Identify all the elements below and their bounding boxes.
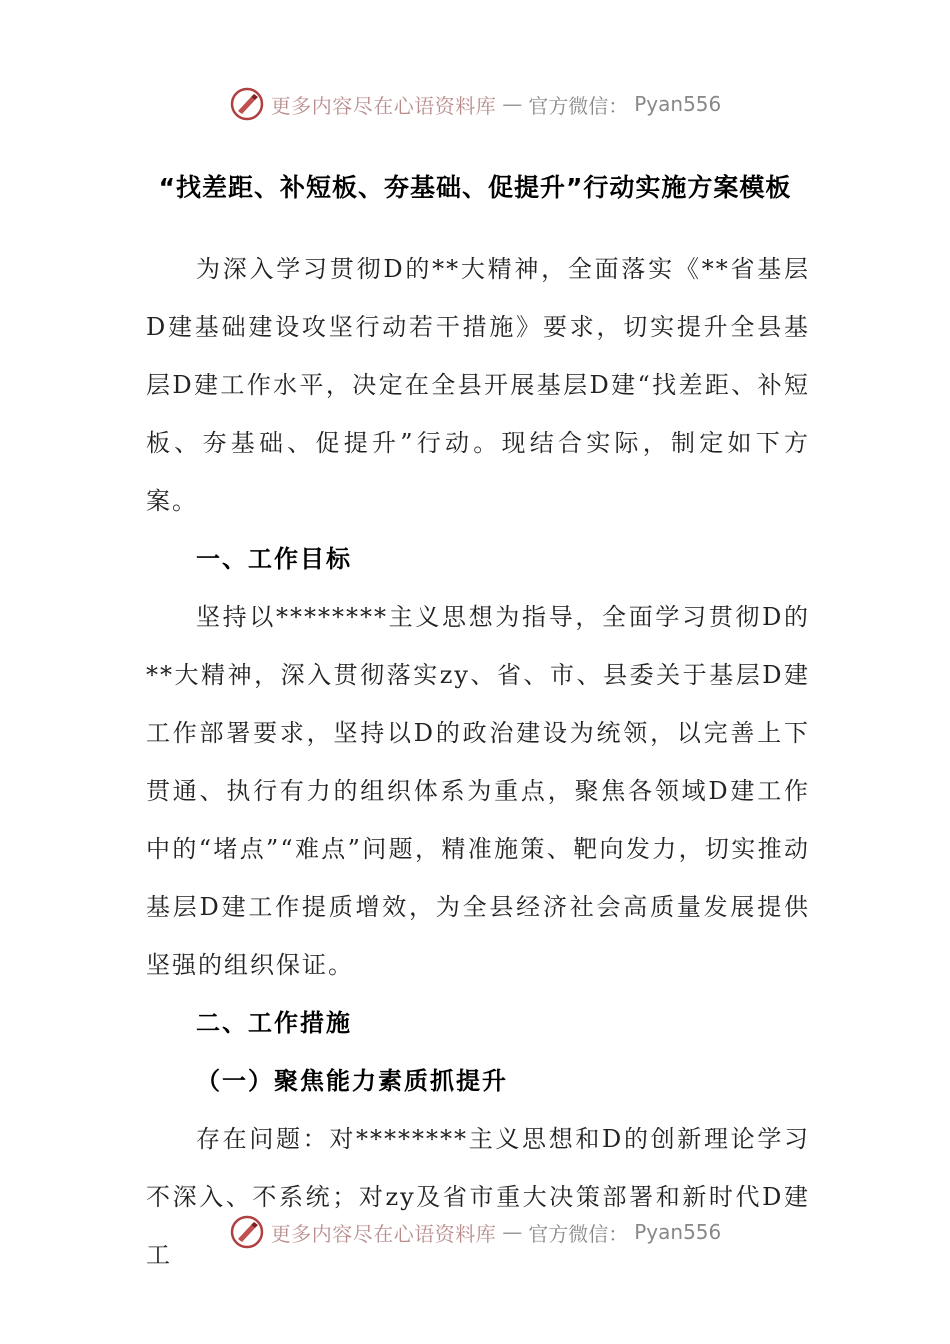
watermark-separator: — [502, 92, 523, 116]
ability-paragraph: 存在问题：对********主义思想和D的创新理论学习不深入、不系统；对zy及省市重大决策部署和新时代D建工 [146, 1125, 810, 1269]
watermark-brand: 更多内容尽在心语资料库 [270, 93, 497, 118]
subsection-heading-ability: （一）聚焦能力素质抓提升 [196, 1067, 508, 1095]
watermark-label: 官方微信： [528, 93, 629, 118]
intro-paragraph: 为深入学习贯彻D的**大精神，全面落实《**省基层D建基础建设攻坚行动若干措施》要求，切实提升全县基层D建工作水平，决定在全县开展基层D建“找差距、补短板、夯基础、促提升”行动。现结合实际，制定如下方案。 [146, 255, 810, 515]
document-body [146, 240, 810, 1284]
watermark-wechat-id: Pyan556 [634, 92, 722, 116]
pen-logo-icon [229, 86, 265, 122]
watermark-label: 官方微信： [528, 1221, 629, 1246]
watermark-footer [0, 1212, 950, 1252]
watermark-brand: 更多内容尽在心语资料库 [270, 1221, 497, 1246]
document-title: “找差距、补短板、夯基础、促提升”行动实施方案模板 [158, 173, 792, 202]
watermark-wechat-id: Pyan556 [634, 1220, 722, 1244]
section-heading-goals: 一、工作目标 [196, 545, 352, 573]
section-heading-measures: 二、工作措施 [196, 1009, 352, 1037]
goals-paragraph: 坚持以********主义思想为指导，全面学习贯彻D的**大精神，深入贯彻落实zy、省、市、县委关于基层D建工作部署要求，坚持以D的政治建设为统领，以完善上下贯通、执行有力的组织体系为重点，聚焦各领域D建工作中的“堵点”“难点”问题，精准施策、靶向发力，切实推动基层D建工作提质增效，为全县经济社会高质量发展提供坚强的组织保证。 [146, 603, 810, 979]
watermark-header [0, 84, 950, 124]
pen-logo-icon [229, 1214, 265, 1250]
watermark-separator: — [502, 1220, 523, 1244]
